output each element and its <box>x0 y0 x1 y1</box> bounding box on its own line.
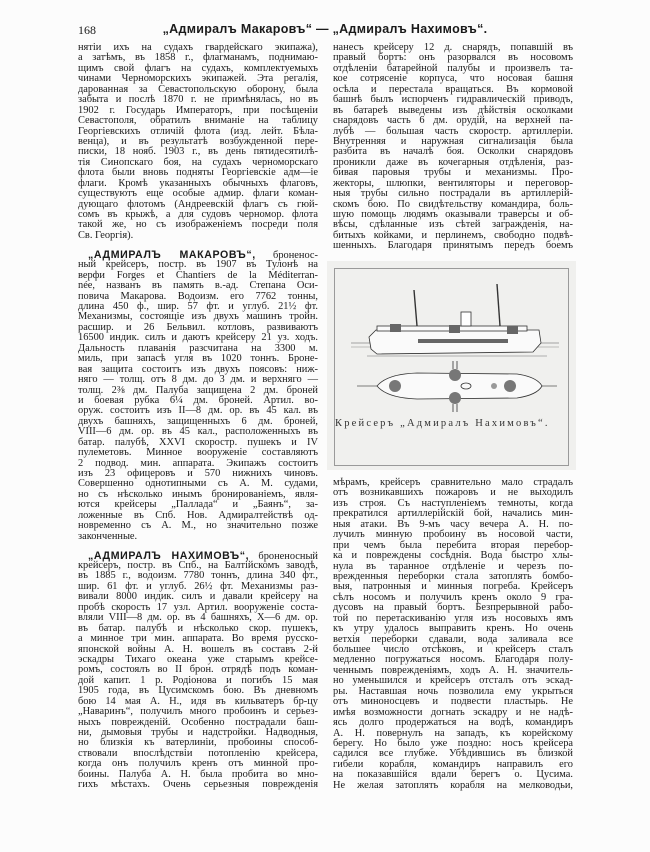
text-line: скомъ бою. По свидѣтельству командира, боль- <box>333 198 573 210</box>
text-line: эскадры Тихаго океана уже старымъ крейсе- <box>78 653 318 665</box>
text-line: щимъ свой флагъ на судахъ, комплектуемыхъ <box>78 62 318 74</box>
text-line: дусовъ на правый бортъ. Безпрерывной рабо- <box>333 602 573 614</box>
text-line: ромъ, состоялъ во II брон. отрядѣ подъ коман- <box>78 664 318 676</box>
text-line: ныя атаки. Въ 9-мъ часу вечера А. Н. по- <box>333 518 573 530</box>
text-line: Севастополя, обратилъ вниманiе на таблицу <box>78 115 318 127</box>
running-title: „Адмиралъ Макаровъ“ — „Адмиралъ Нахимовъ“. <box>162 22 488 36</box>
text-line: отъ миноносцевъ и подвести пластырь. Не <box>333 696 573 708</box>
text-line: ются крейсеры „Паллада“ и „Баянъ“, за- <box>78 499 318 511</box>
text-line: ветхiя переборки сдавали, вода заливала все <box>333 633 573 645</box>
text-line: дарованная за Севастопольскую оборону, была <box>78 83 318 95</box>
text-line: а затѣмъ, въ 1858 г., флагманамъ, поднимаю- <box>78 52 318 64</box>
article-heading: „АДМИРАЛЪ МАКАРОВЪ“, <box>88 248 256 261</box>
text-line: такой же, но съ изображенiемъ посреди поля <box>78 219 318 231</box>
text-line: ни, дымовыя трубы и надстройки. Надводныя, <box>78 727 318 738</box>
text-line: ложенные въ Спб. Нов. Адмиралтействѣ од- <box>78 509 318 521</box>
text-line: изъ 23 офицеровъ и 570 нижнихъ чиновъ. <box>78 468 318 479</box>
text-line: отъ возникавшихъ пожаровъ и не выходилъ <box>333 487 573 499</box>
text-line: тiя Синопскаго боя, на судахъ черноморскаго <box>78 156 318 168</box>
text-line: толщ. 2⅜ дм. Палуба защищена 2 дм. броней <box>78 384 318 396</box>
text-line: японской войны А. Н. вошелъ въ составъ 2-й <box>78 643 318 655</box>
text-line: Не желая затоплять корабля на мелководьи, <box>333 779 573 791</box>
text-line: а минное три мин. аппарата. Во время русско- <box>78 633 318 645</box>
text-line: Механизмы, состоящiе изъ двухъ машинъ тройн. <box>78 311 318 323</box>
text-line: венца), и въ результатѣ возбужденной пере- <box>78 135 318 147</box>
page-number: 168 <box>78 23 96 37</box>
cruiser-drawing <box>327 261 576 470</box>
text-line: врежденныя переборки стала затоплять бомбо- <box>333 570 573 582</box>
text-line: кое сотрясенiе корпуса, что носовая башня <box>333 73 573 85</box>
text-line: законченные. <box>78 530 138 542</box>
left-column <box>78 43 318 791</box>
ship-illustration <box>327 261 576 470</box>
text-line: двухъ башняхъ, защищенныхъ 6 дм. броней, <box>78 415 318 427</box>
text-line: но уменьшился и крейсеръ отсталъ отъ эскад- <box>333 675 573 687</box>
text-line: шир. 61 фт. и углуб. 26½ фт. Механизмы раз- <box>78 580 318 592</box>
text-line: въ 1885 г., водоизм. 7780 тоннъ, длина 340 фт., <box>78 570 318 582</box>
text-line: снарядовъ часть 6 дм. орудiй, на верхней па- <box>333 115 573 127</box>
text-line: существуютъ еще особые адмир. флаги коман- <box>78 188 318 200</box>
text-line: Георгiевскихъ отличiй флота (изд. лейт. Бѣла- <box>78 125 318 137</box>
text-line: батар. палубѣ, XXVI скоростр. пушекъ и IV <box>78 436 318 448</box>
text-line: гихъ мѣстахъ. Очень серьезныя поврежденiя <box>78 779 318 791</box>
text-line: лучилъ минную пробоину въ носовой части, <box>333 529 573 541</box>
text-line: сѣлъ носомъ и получилъ кренъ около 9 гра- <box>333 591 573 603</box>
text-line: боины. Палуба А. Н. была пробита во мно- <box>78 768 318 780</box>
text-line: А. Н. повернулъ на западъ, къ корейскому <box>333 727 573 739</box>
text-line: пробѣ скорость 17 узл. Артил. вооруженiе соста- <box>78 601 318 613</box>
text-line: оруж. состоитъ изъ II—8 дм. ор. въ 45 кал. въ <box>78 405 318 417</box>
text-line: 2 подвод. мин. аппарата. Экипажъ состоитъ <box>78 457 318 469</box>
text-line: вляли VIII—8 дм. ор. въ 4 башняхъ, X—6 дм. ор. <box>78 612 318 624</box>
text-line: медленно погружаться носомъ. Благодаря полу- <box>333 654 573 666</box>
text-line: Св. Георгiя). <box>78 229 134 241</box>
text-line: новременно съ А. М., но значительно позже <box>78 520 318 532</box>
text-line: „АДМИРАЛЪ НАХИМОВЪ“, броненосный <box>88 549 318 562</box>
text-line: вая защита состоитъ изъ двухъ поясовъ: ниж- <box>78 363 318 375</box>
text-line: бою 14 мая А. Н., идя въ кильватеръ бр-цу <box>78 695 318 707</box>
text-line: ясь долго продержаться на водѣ, командиръ <box>333 717 573 729</box>
text-line: шую помощь людямъ оказывали траверсы и об- <box>333 209 573 220</box>
text-line: Совершенно однотипными съ А. М. судами, <box>78 478 318 490</box>
text-line: писки, 18 нояб. 1903 г., въ день пятидесятилѣ- <box>78 146 318 158</box>
text-line: осѣла и перестала вращаться. Въ кормовой <box>333 83 573 95</box>
text-line: въ батар. палубѣ и нѣсколько скор. пушекъ, <box>78 622 318 634</box>
article-entry <box>78 250 318 542</box>
text-line: прекратился артиллерiйскiй бой, начались мин- <box>333 508 573 520</box>
text-line: чинами Черноморскихъ экипажей. Эта регалiя, <box>78 73 318 85</box>
text-line: нятiи ихъ на судахъ гвардейскаго экипажа), <box>78 42 318 53</box>
text-line: VIII—6 дм. ор. въ 45 кал., расположенныхъ въ <box>78 426 318 438</box>
text-line: въ батареѣ выведены изъ дѣйствiя осколками <box>333 104 573 116</box>
text-line: бивая паровыя трубы и механизмы. Про- <box>333 167 573 179</box>
text-line: но близкiя къ ватерлинiи, пробоины способ- <box>78 737 318 749</box>
text-line: длина 450 ф., шир. 57 фт. и углуб. 21½ фт. <box>78 301 318 312</box>
text-line: изъ строя. Съ наступленiемъ темноты, когда <box>333 497 573 509</box>
text-line: выя, патронныя и минныя погреба. Крейсеръ <box>333 581 573 593</box>
figure-caption: Крейсеръ „Адмиралъ Нахимовъ“. <box>335 418 550 429</box>
text-line: крейсеръ, постр. въ Спб., на Балтiйскомъ заводѣ, <box>78 560 318 571</box>
text-line: ный крейсеръ, постр. въ 1907 въ Тулонѣ на <box>78 259 318 271</box>
text-line: повича Макарова. Водоизм. его 7762 тонны, <box>78 290 318 302</box>
text-line: отдѣленiи батарейной палубы и произвелъ та- <box>333 62 573 74</box>
text-line: берегу. Но было уже поздно: носъ крейсера <box>333 737 573 749</box>
text-line: ченнымъ поврежденiямъ, ходъ А. Н. значитель- <box>333 664 573 676</box>
text-line: лубѣ — большая часть скоростр. артиллерiи. <box>333 125 573 137</box>
text-line: ныхъ поврежденiй. Особенно пострадали баш- <box>78 716 318 728</box>
text-line: гибели корабля, командиръ направилъ его <box>333 758 573 770</box>
text-line: 1905 года, въ Цусимскомъ бою. Въ дневномъ <box>78 685 318 697</box>
text-line: 1902 г. Государь Императоръ, при посѣщенiи <box>78 104 318 116</box>
text-line: дующаго флотомъ (Андреевскiй флагъ съ гюй- <box>78 198 318 210</box>
text-line: Внутренняя и наружная сигнализацiя была <box>333 135 573 147</box>
text-line: верфи Forges et Chantiers de la Méditerran- <box>78 269 318 281</box>
article-entry <box>78 551 318 791</box>
text-line: забыта и послѣ 1870 г. не примѣнялась, но въ <box>78 94 318 106</box>
text-line: къ утру удалось выправить кренъ. Но очень <box>333 623 573 635</box>
text-line: на показавшiйся вдали берегъ о. Цусима. <box>333 769 573 781</box>
text-line: той по перетаскиванiю угля изъ носовыхъ ямъ <box>333 612 573 624</box>
text-line: башнѣ былъ испорченъ гидравлическiй приводъ, <box>333 94 573 106</box>
text-line: имѣя возможности догнать эскадру и не надѣ- <box>333 706 573 718</box>
text-line: née, названъ въ память в.-ад. Степана Оси- <box>78 280 318 292</box>
text-line: когда онъ получилъ кренъ отъ минной про- <box>78 758 318 770</box>
text-line: битыхъ койками, и перлинемъ, свободно подвѣ- <box>333 229 573 241</box>
text-line: проникли даже въ кочегарныя отдѣленiя, раз- <box>333 156 573 168</box>
text-line: сомъ въ крыжѣ, а для судовъ черномор. флота <box>78 209 318 220</box>
text-line: ка и повреждены сосѣднiя. Вода быстро хлы- <box>333 550 573 562</box>
right-column-bottom <box>333 478 573 791</box>
text-line: ствовали впослѣдствiи потопленiю крейсера, <box>78 747 318 759</box>
text-line: пулеметовъ. Минное вооруженiе составляютъ <box>78 447 318 459</box>
article-heading: „АДМИРАЛЪ НАХИМОВЪ“, <box>88 549 250 562</box>
paragraph <box>333 478 573 791</box>
text-line: и боевая рубка 6¼ дм. броней. Артил. во- <box>78 394 318 406</box>
text-line: вѣсы, сдѣланные изъ сѣтей загражденiя, на- <box>333 219 573 231</box>
side-view <box>351 284 559 356</box>
text-line: няго — толщ. отъ 8 дм. до 3 дм. и верхняго — <box>78 374 318 386</box>
paragraph <box>333 43 573 252</box>
text-line: миль, при запасѣ угля въ 1020 тоннъ. Броне- <box>78 353 318 365</box>
text-line: расшир. и 26 Бельвил. котловъ, развиваютъ <box>78 321 318 333</box>
text-line: вивали 8000 индик. силъ и давали крейсеру на <box>78 591 318 603</box>
text-line: при чемъ была перебита вторая перебор- <box>333 539 573 551</box>
text-line: мѣрамъ, крейсеръ сравнительно мало страдалъ <box>333 477 573 488</box>
paragraph <box>78 43 318 241</box>
text-line: жекторы, шлюпки, вентиляторы и переговор- <box>333 177 573 189</box>
text-line: флаги. Кромѣ указанныхъ обычныхъ флаговъ, <box>78 177 318 189</box>
right-column-top <box>333 43 573 252</box>
text-line: 16500 индик. силъ и даютъ крейсеру 21 уз. ходъ. <box>78 332 318 344</box>
text-line: дой капит. 1 р. Родiонова и погибъ 15 мая <box>78 674 318 686</box>
text-line: нанесъ крейсеру 12 д. снарядъ, попавшiй въ <box>333 42 573 53</box>
text-line: ныя трубы сильно пострадали въ артиллерiй- <box>333 188 573 200</box>
text-line: „АДМИРАЛЪ МАКАРОВЪ“, броненос- <box>88 248 318 261</box>
text-line: шенныхъ. Благодаря принятымъ передъ боемъ <box>333 240 573 252</box>
text-line: нула въ таранное отдѣленiе и черезъ по- <box>333 560 573 572</box>
text-line: Дальность плаванiя разсчитана на 3300 м. <box>78 342 318 354</box>
text-line: большее число отсѣковъ, и крейсеръ сталъ <box>333 644 573 655</box>
text-line: правый бортъ: онъ разорвался въ носовомъ <box>333 52 573 64</box>
text-line: „Наваринъ“, получилъ много пробоинъ и серьез- <box>78 706 318 718</box>
text-line: ры. Наставшая ночь позволила ему укрыться <box>333 685 573 697</box>
text-line: но съ нѣсколько инымъ бронированiемъ, явля- <box>78 488 318 500</box>
text-line: флота были вновь подняты Георгiевскiе адм—iе <box>78 167 318 179</box>
plan-view <box>357 361 557 412</box>
text-line: разбита въ началѣ боя. Осколки снарядовъ <box>333 146 573 158</box>
text-line: садился все глубже. Убѣдившись въ близкой <box>333 748 573 760</box>
